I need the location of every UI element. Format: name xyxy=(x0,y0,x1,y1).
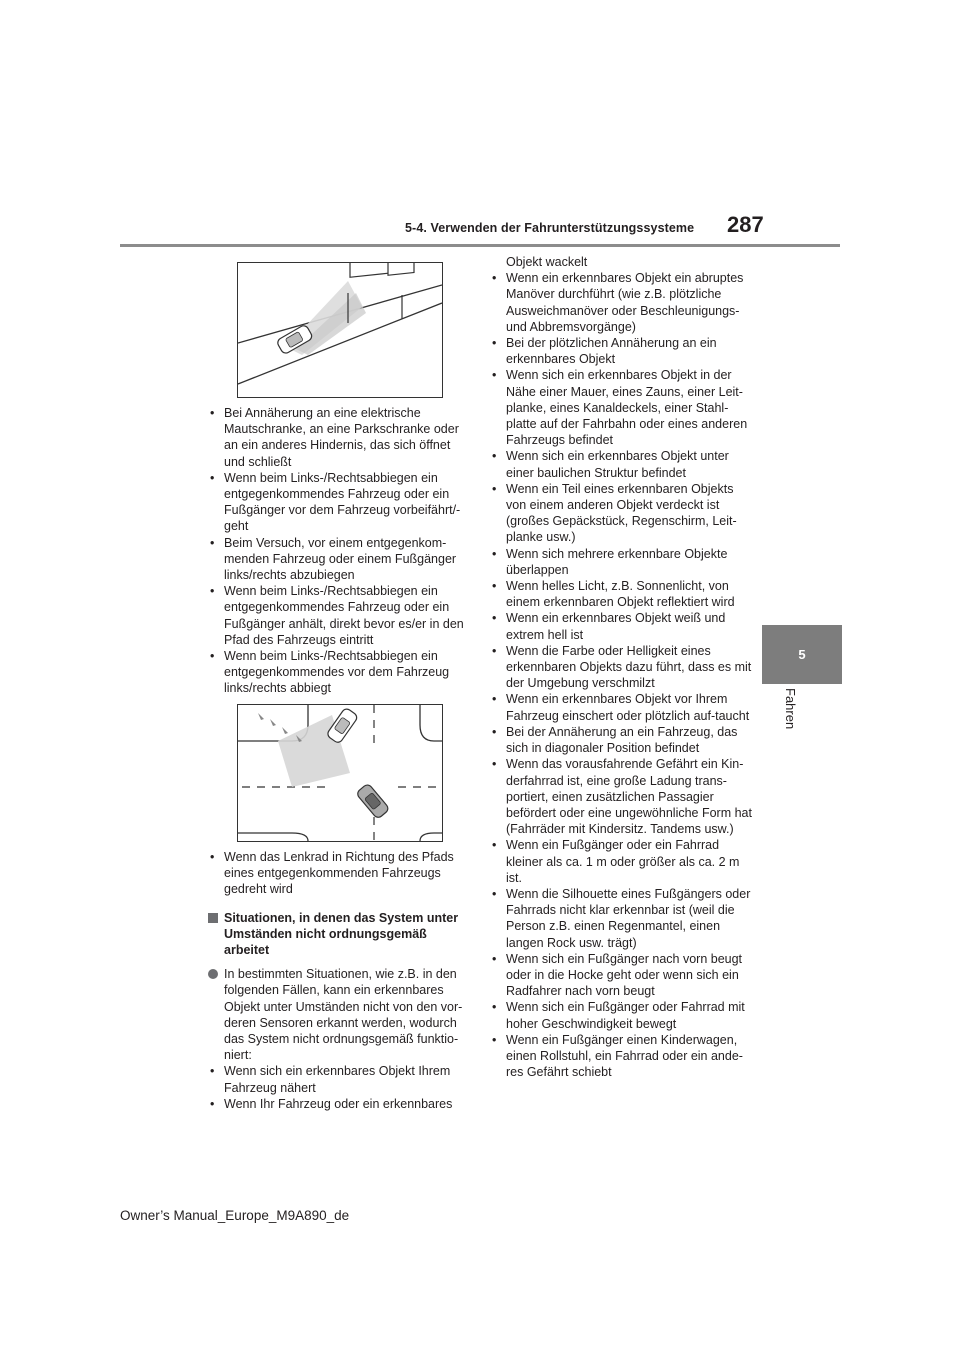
section-title: 5-4. Verwenden der Fahrunterstützungssysteme xyxy=(405,221,695,235)
list-item: • Wenn sich ein erkennbares Objekt unter einer baulichen Struktur befindet xyxy=(490,448,752,480)
left-column-top xyxy=(208,405,470,697)
list-item: • Wenn sich ein Fußgänger oder Fahrrad mit hoher Geschwindigkeit bewegt xyxy=(490,999,752,1031)
chapter-tab[interactable] xyxy=(762,625,842,684)
intersection-illustration-svg xyxy=(238,705,442,841)
left-column-bottom xyxy=(208,849,470,1112)
section-heading xyxy=(208,910,470,959)
list-item: • Wenn ein erkennbares Objekt vor Ihrem Fahrzeug einschert oder plötzlich auf-taucht xyxy=(490,691,752,723)
list-item: • Wenn beim Links-/Rechtsabbiegen ein entgegenkommendes Fahrzeug oder ein Fußgänger vor dem Fahrzeug vorbeifährt/-geht xyxy=(208,470,470,535)
square-bullet-icon xyxy=(208,913,218,923)
barrier-illustration-svg xyxy=(238,263,442,397)
list-item: • Beim Versuch, vor einem entgegenkom-menden Fahrzeug oder einem Fußgänger links/rechts abzubiegen xyxy=(208,535,470,584)
own-car-icon xyxy=(356,783,390,819)
list-item: • Wenn ein Teil eines erkennbaren Objekts von einem anderen Objekt verdeckt ist (großes Gepäckstück, Regenschirm, Leit-planke usw.) xyxy=(490,481,752,546)
list-item: • Wenn helles Licht, z.B. Sonnenlicht, von einem erkennbaren Objekt reflektiert wird xyxy=(490,578,752,610)
intersection-illustration xyxy=(237,704,443,842)
list-item: • Wenn ein erkennbares Objekt ein abruptes Manöver durchführt (wie z.B. plötzliche Ausweichmanöver oder Beschleunigungs- und Abbremsvorgänge) xyxy=(490,270,752,335)
chapter-number: 5 xyxy=(798,647,806,662)
list-item: • Wenn sich ein erkennbares Objekt Ihrem Fahrzeug nähert xyxy=(208,1063,470,1095)
section-intro xyxy=(208,966,470,1063)
list-item: • Bei der plötzlichen Annäherung an ein erkennbares Objekt xyxy=(490,335,752,367)
right-column xyxy=(490,254,752,1080)
list-item: • Wenn das vorausfahrende Gefährt ein Kin-derfahrrad ist, eine große Ladung trans-portiert, einen zusätzlichen Passagier befördert oder eine ungewöhnliche Form hat (Fahrräder mit Kindersitz. Tandems usw.) xyxy=(490,756,752,837)
continued-text: Objekt wackelt xyxy=(506,255,588,269)
section-intro-text: In bestimmten Situationen, wie z.B. in den folgenden Fällen, kann ein erkennbares Objekt unter Umständen nicht von den vor-deren Sensoren erkannt werden, wodurch das System nicht ordnungsgemäß funktio-niert: xyxy=(224,967,463,1063)
list-item: • Wenn sich mehrere erkennbare Objekte überlappen xyxy=(490,546,752,578)
list-item: • Wenn die Silhouette eines Fußgängers oder Fahrrads nicht klar erkennbar ist (weil die Person z.B. einen Regenmantel, einen langen Rock usw. trägt) xyxy=(490,886,752,951)
list-item: • Wenn ein Fußgänger oder ein Fahrrad kleiner als ca. 1 m oder größer als ca. 2 m ist. xyxy=(490,837,752,886)
list-item: • Bei Annäherung an eine elektrische Mautschranke, an eine Parkschranke oder an ein anderes Hindernis, das sich öffnet und schließt xyxy=(208,405,470,470)
chapter-label: Fahren xyxy=(783,688,798,730)
section-heading-text: Situationen, in denen das System unter Umständen nicht ordnungsgemäß arbeitet xyxy=(224,910,459,958)
list-item: • Bei der Annäherung an ein Fahrzeug, das sich in diagonaler Position befindet xyxy=(490,724,752,756)
page-number: 287 xyxy=(727,212,764,237)
footer-manual-id: Owner’s Manual_Europe_M9A890_de xyxy=(120,1208,350,1223)
list-item: • Wenn das Lenkrad in Richtung des Pfads eines entgegenkommenden Fahrzeugs gedreht wird xyxy=(208,849,470,898)
list-item: • Wenn beim Links-/Rechtsabbiegen ein entgegenkommendes Fahrzeug oder ein Fußgänger anhält, direkt bevor es/er in den Pfad des Fahrzeugs eintritt xyxy=(208,583,470,648)
list-item: • Wenn Ihr Fahrzeug oder ein erkennbares xyxy=(208,1096,470,1112)
circle-bullet-icon xyxy=(208,969,218,979)
barrier-illustration xyxy=(237,262,443,398)
list-item: • Wenn sich ein Fußgänger nach vorn beugt oder in die Hocke geht oder wenn sich ein Radfahrer nach vorn beugt xyxy=(490,951,752,1000)
list-item: • Wenn ein Fußgänger einen Kinderwagen, einen Rollstuhl, ein Fahrrad oder ein ande-res Gefährt schiebt xyxy=(490,1032,752,1081)
list-item: • Wenn die Farbe oder Helligkeit eines erkennbaren Objekts dazu führt, dass es mit der Umgebung verschmilzt xyxy=(490,643,752,692)
list-item: • Wenn ein erkennbares Objekt weiß und extrem hell ist xyxy=(490,610,752,642)
list-item: • Wenn beim Links-/Rechtsabbiegen ein entgegenkommendes vor dem Fahrzeug links/rechts abbiegt xyxy=(208,648,470,697)
header-rule xyxy=(120,244,840,247)
list-item: • Wenn sich ein erkennbares Objekt in der Nähe einer Mauer, eines Zauns, einer Leit-planke, eines Kanaldeckels, einer Stahl-platte auf der Fahrbahn oder eines anderen Fahrzeugs befindet xyxy=(490,367,752,448)
chapter-label-container xyxy=(782,688,802,748)
